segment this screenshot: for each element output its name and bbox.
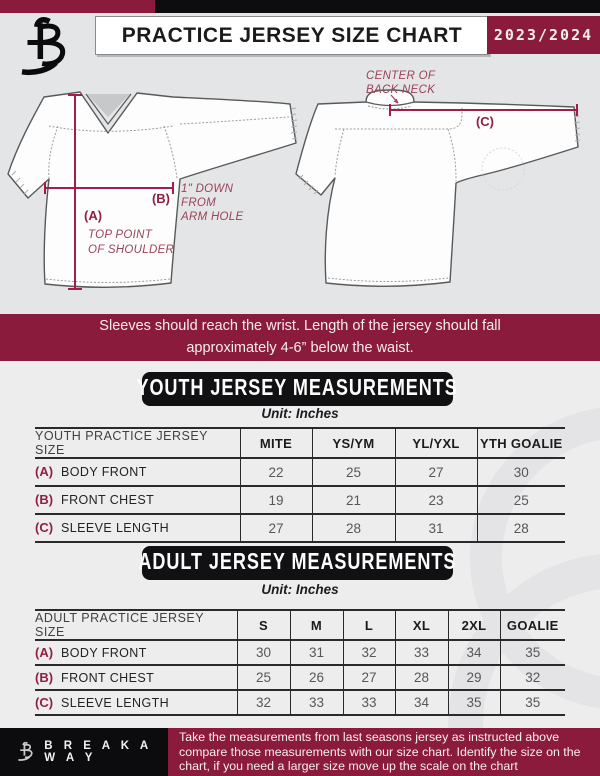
measure-label: SLEEVE LENGTH (61, 695, 170, 710)
measure-label: FRONT CHEST (61, 670, 155, 685)
value-cell: 30 (237, 640, 290, 665)
value-cell: 28 (312, 514, 395, 542)
value-cell: 25 (477, 486, 565, 514)
youth-size-table (35, 427, 565, 543)
label-b: (B) (151, 191, 170, 206)
label-b-note-3: ARM HOLE (181, 211, 244, 223)
youth-size-col-label: YOUTH PRACTICE JERSEY SIZE (35, 428, 240, 458)
label-a-note-1: TOP POINT (88, 229, 153, 241)
measurement-label-cell (35, 690, 237, 715)
footer-instructions-text: Take the measurements from last seasons jersey as instructed above compare those measurements with our size chart. Identify the size on the chart, if you need a larger size move up the scale on the chart (179, 730, 581, 774)
table-row-front-chest (35, 665, 565, 690)
breakaway-logo-icon-footer (16, 737, 35, 767)
value-cell: 19 (240, 486, 312, 514)
measure-label: BODY FRONT (61, 465, 147, 479)
table-row-body-front (35, 640, 565, 665)
value-cell: 32 (237, 690, 290, 715)
measurement-label-cell (35, 665, 237, 690)
label-a: (A) (84, 208, 103, 223)
youth-section-heading (136, 372, 459, 406)
footer-brand-block (0, 728, 168, 776)
value-cell: 32 (343, 640, 395, 665)
season-label: 2023/2024 (493, 26, 594, 44)
front-jersey-drawing (8, 92, 297, 287)
youth-unit-note: Unit: Inches (261, 406, 339, 421)
size-header: S (237, 610, 290, 640)
measure-key: (A) (35, 464, 54, 479)
value-cell: 34 (448, 640, 500, 665)
measurement-label-cell (35, 458, 240, 486)
value-cell: 25 (312, 458, 395, 486)
label-c-note-2: BACK NECK (366, 84, 436, 96)
measurement-label-cell (35, 486, 240, 514)
value-cell: 26 (290, 665, 343, 690)
size-header: YL/YXL (395, 428, 477, 458)
value-cell: 23 (395, 486, 477, 514)
size-header: M (290, 610, 343, 640)
adult-size-col-label: ADULT PRACTICE JERSEY SIZE (35, 610, 237, 640)
value-cell: 27 (395, 458, 477, 486)
measure-label: FRONT CHEST (61, 493, 155, 507)
adult-unit-note: Unit: Inches (261, 582, 339, 597)
adult-header-row (35, 610, 565, 640)
page-title-box (95, 16, 489, 55)
adult-heading-label: ADULT JERSEY MEASUREMENTS (138, 549, 457, 576)
value-cell: 35 (500, 640, 565, 665)
table-row-front-chest (35, 486, 565, 514)
fit-guidance-text: Sleeves should reach the wrist. Length of the jersey should fall approximately 4-6” below the waist. (99, 317, 501, 356)
value-cell: 27 (343, 665, 395, 690)
measure-key: (C) (35, 694, 54, 710)
adult-section-heading (138, 546, 457, 580)
back-jersey-drawing (296, 90, 580, 286)
jersey-measurement-diagram (0, 62, 600, 312)
value-cell: 30 (477, 458, 565, 486)
top-accent-strip-maroon (0, 0, 155, 13)
size-header: YTH GOALIE (477, 428, 565, 458)
measure-label: BODY FRONT (61, 645, 147, 660)
label-a-note-2: OF SHOULDER (88, 244, 175, 256)
value-cell: 31 (395, 514, 477, 542)
value-cell: 32 (500, 665, 565, 690)
size-header: 2XL (448, 610, 500, 640)
value-cell: 28 (477, 514, 565, 542)
label-c: (C) (475, 114, 495, 129)
footer-instructions-block (168, 728, 600, 776)
label-c-note-1: CENTER OF (366, 70, 436, 82)
measure-key: (B) (35, 669, 54, 685)
value-cell: 25 (237, 665, 290, 690)
fit-guidance-banner (0, 314, 600, 361)
value-cell: 35 (448, 690, 500, 715)
value-cell: 33 (395, 640, 448, 665)
value-cell: 31 (290, 640, 343, 665)
measure-key: (A) (35, 644, 54, 660)
size-header: GOALIE (500, 610, 565, 640)
size-header: YS/YM (312, 428, 395, 458)
youth-header-row (35, 428, 565, 458)
top-accent-strip-black (155, 0, 600, 13)
brand-name: B R E A K A W A Y (44, 740, 152, 764)
table-row-body-front (35, 458, 565, 486)
value-cell: 29 (448, 665, 500, 690)
value-cell: 27 (240, 514, 312, 542)
measurement-label-cell (35, 514, 240, 542)
value-cell: 34 (395, 690, 448, 715)
youth-heading-label: YOUTH JERSEY MEASUREMENTS (136, 375, 459, 402)
value-cell: 28 (395, 665, 448, 690)
measure-key: (B) (35, 492, 54, 507)
measurement-label-cell (35, 640, 237, 665)
page-title: PRACTICE JERSEY SIZE CHART (121, 23, 463, 47)
value-cell: 33 (343, 690, 395, 715)
label-b-note-2: FROM (181, 197, 217, 209)
value-cell: 33 (290, 690, 343, 715)
season-badge (487, 16, 600, 54)
value-cell: 21 (312, 486, 395, 514)
adult-size-table (35, 609, 565, 716)
table-row-sleeve-length (35, 514, 565, 542)
value-cell: 35 (500, 690, 565, 715)
measure-key: (C) (35, 520, 54, 535)
size-header: XL (395, 610, 448, 640)
table-row-sleeve-length (35, 690, 565, 715)
value-cell: 22 (240, 458, 312, 486)
measure-label: SLEEVE LENGTH (61, 521, 170, 535)
size-header: L (343, 610, 395, 640)
label-b-note-1: 1" DOWN (181, 183, 234, 195)
size-header: MITE (240, 428, 312, 458)
